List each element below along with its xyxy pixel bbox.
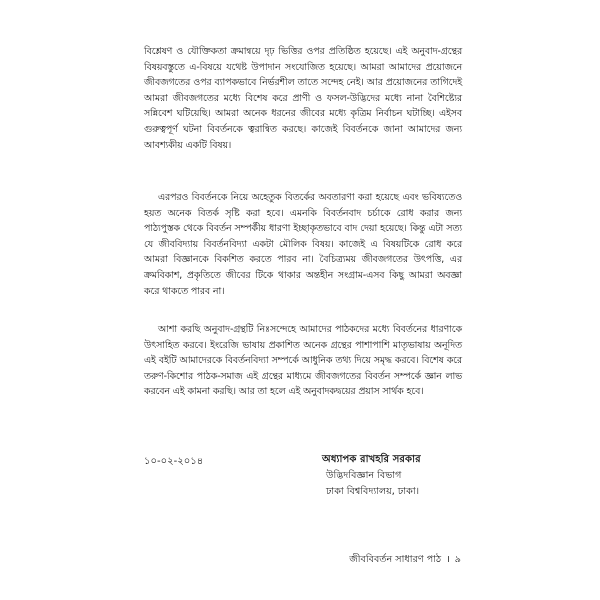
page-number: ৯ <box>454 554 461 565</box>
paragraph-3: আশা করছি অনুবাদ-গ্রন্থটি নিঃসন্দেহে আমাদের পাঠকদের মধ্যে বিবর্তনের ধারণাকে উৎসাহিত করবে। ইংরেজি ভাষায় প্রকাশিত অনেক গ্রন্থের পাশাপাশি মাতৃভাষায় অনূদিত এই বইটি আমাদেরকে বিবর্তনবিদ্যা সম্পর্কে আধুনিক তথ্য দিয়ে সমৃদ্ধ করবে। বিশেষ করে তরুণ-কিশোর পাঠক-সমাজ এই গ্রন্থের মাধ্যমে জীবজগতের বিবর্তন সম্পর্কে জ্ঞান লাভ করবেন এই কামনা করছি। আর তা হলে এই অনুবাদকদ্বয়ের প্রয়াস সার্থক হবে। <box>144 324 462 398</box>
paragraph-1: বিশ্লেষণ ও যৌক্তিকতা ক্রমান্বয়ে দৃঢ় ভিত্তির ওপর প্রতিষ্ঠিত হয়েছে। এই অনুবাদ-গ্রন্থের বিষয়বস্তুতে এ-বিষয়ে যথেষ্ট উপাদান সংযোজিত হয়েছে। আমরা আমাদের প্রয়োজনে জীবজগতের ওপর ব্যাপকভাবে নির্ভরশীল তাতে সন্দেহ নেই। আর প্রয়োজনের তাগিদেই আমরা জীবজগতের মধ্যে বিশেষ করে প্রাণী ও ফসল-উদ্ভিদের মধ্যে নানা বৈশিষ্ট্যের সন্নিবেশ ঘটিয়েছি। আমরা অনেক ধরনের জীবের মধ্যে কৃত্রিম নির্বাচন ঘটাচ্ছি। এইসব গুরুত্বপূর্ণ ঘটনা বিবর্তনকে ত্বরান্বিত করছে। কাজেই বিবর্তনকে জানা আমাদের জন্য আবশ্যকীয় একটি বিষয়। <box>144 46 462 151</box>
date: ১০-০২-২০১৪ <box>144 456 204 467</box>
signature-block <box>322 452 421 500</box>
author-department: উদ্ভিদবিজ্ঞান বিভাগ <box>326 470 402 481</box>
footer-separator: । <box>446 554 450 565</box>
running-title: জীববিবর্তন সাধারণ পাঠ <box>349 554 442 565</box>
paragraph-2: এরপরও বিবর্তনকে নিয়ে অহেতুক বিতর্কের অবতারণা করা হয়েছে এবং ভবিষ্যতেও হয়ত অনেক বিতর্ক সৃষ্টি করা হবে। এমনকি বিবর্তনবাদ চর্চাকে রোধ করার জন্য পাঠ্যপুস্তক থেকে বিবর্তন সম্পর্কীয় ধারণা ইচ্ছাকৃতভাবে বাদ দেয়া হয়েছে। কিন্তু এটা সত্য যে জীববিদ্যায় বিবর্তনবিদ্যা একটা মৌলিক বিষয়। কাজেই এ বিষয়টিকে রোধ করে আমরা বিজ্ঞানকে বিকশিত করতে পারব না। বৈচিত্র্যময় জীবজগতের উৎপত্তি, এর ক্রমবিকাশ, প্রকৃতিতে জীবের টিকে থাকার অন্তহীন সংগ্রাম-এসব কিছু আমরা অবজ্ঞা করে থাকতে পারব না। <box>144 192 462 297</box>
page-footer <box>300 553 461 567</box>
author-institution: ঢাকা বিশ্ববিদ্যালয়, ঢাকা। <box>326 486 420 497</box>
author-name: অধ্যাপক রাখহরি সরকার <box>322 454 421 465</box>
